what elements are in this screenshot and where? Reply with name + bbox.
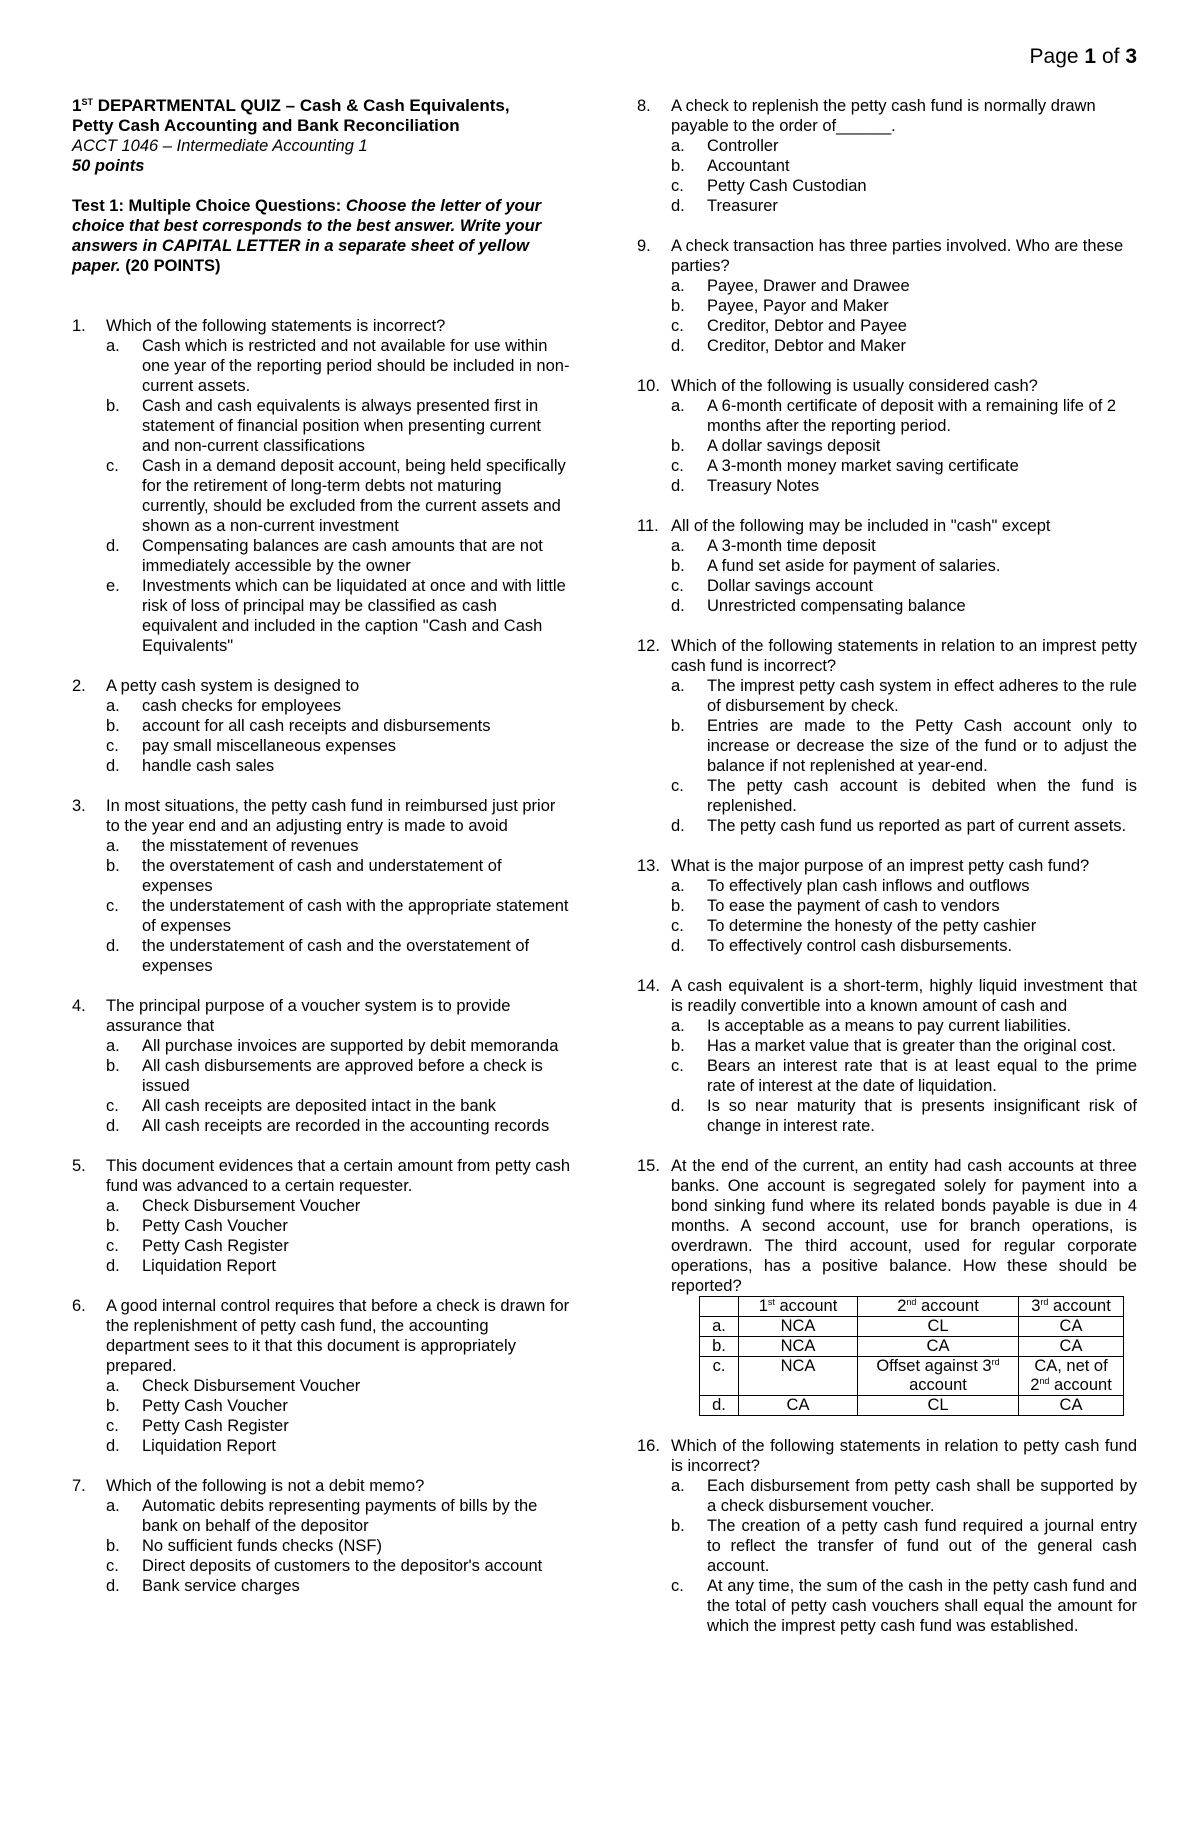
answer-option [671, 676, 1137, 716]
answer-option [106, 1436, 572, 1456]
option-letter: d. [671, 477, 685, 495]
table-cell: CA [1019, 1317, 1124, 1337]
question-text: The principal purpose of a voucher system is to provide assurance that [106, 997, 511, 1035]
option-text: Petty Cash Register [142, 1417, 289, 1435]
option-letter: a. [106, 1037, 120, 1055]
answer-option [671, 456, 1137, 476]
title-number: 1 [72, 96, 82, 115]
instructions [72, 196, 572, 276]
table-row [700, 1337, 1124, 1357]
header-number: 3 [1031, 1297, 1041, 1315]
answer-option [671, 536, 1137, 556]
table-cell-letter: d. [700, 1396, 739, 1416]
option-letter: c. [671, 777, 684, 795]
option-text: Payee, Payor and Maker [707, 297, 889, 315]
answer-option [106, 1196, 572, 1216]
answer-option [106, 1576, 572, 1596]
answer-option [106, 896, 572, 936]
table-cell: CA [1019, 1337, 1124, 1357]
title-line1: DEPARTMENTAL QUIZ – Cash & Cash Equivalents, [97, 96, 510, 115]
cell-text: CA, net of [1034, 1357, 1108, 1375]
answer-option [671, 196, 1137, 216]
option-letter: a. [106, 337, 120, 355]
option-text: Each disbursement from petty cash shall be supported by a check disbursement voucher. [707, 1477, 1137, 1515]
answer-option [671, 916, 1137, 936]
option-letter: b. [106, 1397, 120, 1415]
answer-option [671, 1576, 1137, 1636]
table-cell-letter: a. [700, 1317, 739, 1337]
answer-option [106, 736, 572, 756]
cell-ordinal: rd [991, 1357, 1000, 1367]
option-text: Check Disbursement Voucher [142, 1377, 361, 1395]
table-cell: CA [1019, 1396, 1124, 1416]
option-letter: a. [106, 1197, 120, 1215]
option-text: The imprest petty cash system in effect adheres to the rule of disbursement by check. [707, 677, 1137, 715]
option-text: Liquidation Report [142, 1437, 276, 1455]
option-text: To effectively control cash disbursements. [707, 937, 1013, 955]
option-letter: d. [671, 937, 685, 955]
option-text: To effectively plan cash inflows and outflows [707, 877, 1030, 895]
option-text: Creditor, Debtor and Maker [707, 337, 907, 355]
option-text: Investments which can be liquidated at once and with little risk of loss of principal may be classified as cash equivalent and included in the caption "Cash and Cash Equivalents" [142, 577, 566, 655]
header-number: 1 [758, 1297, 768, 1315]
page-of: of [1101, 45, 1120, 68]
option-letter: c. [671, 177, 684, 195]
option-letter: a. [106, 1377, 120, 1395]
table-header-cell [858, 1297, 1019, 1317]
option-text: All cash receipts are recorded in the accounting records [142, 1117, 550, 1135]
option-text: pay small miscellaneous expenses [142, 737, 397, 755]
option-letter: a. [671, 1477, 685, 1495]
option-letter: b. [671, 1037, 685, 1055]
option-letter: c. [671, 1057, 684, 1075]
option-letter: d. [106, 537, 120, 555]
answer-option [106, 576, 572, 656]
cell-ordinal: nd [1039, 1376, 1050, 1386]
option-text: A dollar savings deposit [707, 437, 881, 455]
option-text: Liquidation Report [142, 1257, 276, 1275]
option-text: Treasurer [707, 197, 778, 215]
question-number: 12. [637, 637, 660, 655]
option-letter: c. [106, 1417, 119, 1435]
option-text: Bank service charges [142, 1577, 300, 1595]
option-letter: a. [106, 697, 120, 715]
header-text: account [916, 1297, 979, 1315]
question-text: This document evidences that a certain amount from petty cash fund was advanced to a certain requester. [106, 1157, 571, 1195]
option-letter: a. [106, 837, 120, 855]
option-letter: d. [106, 937, 120, 955]
answer-option [671, 816, 1137, 836]
option-text: To ease the payment of cash to vendors [707, 897, 1000, 915]
option-letter: a. [671, 277, 685, 295]
question-text: Which of the following statements is incorrect? [106, 317, 446, 335]
question-item [637, 96, 1137, 216]
option-text: the understatement of cash with the appropriate statement of expenses [142, 897, 569, 935]
option-text: Bears an interest rate that is at least equal to the prime rate of interest at the date of liquidation. [707, 1057, 1137, 1095]
answer-option [671, 1516, 1137, 1576]
question-number: 10. [637, 377, 660, 395]
option-text: Petty Cash Custodian [707, 177, 867, 195]
option-text: Cash and cash equivalents is always presented first in statement of financial position when presenting current and non-current classifications [142, 397, 541, 455]
option-letter: b. [671, 557, 685, 575]
option-text: Petty Cash Voucher [142, 1217, 288, 1235]
answer-option [106, 1236, 572, 1256]
answer-option [106, 936, 572, 976]
option-letter: c. [106, 1097, 119, 1115]
header-ordinal: nd [906, 1297, 917, 1307]
question-number: 4. [72, 997, 86, 1015]
left-column [72, 96, 572, 1596]
header-number: 2 [897, 1297, 907, 1315]
question-number: 7. [72, 1477, 86, 1495]
option-text: Check Disbursement Voucher [142, 1197, 361, 1215]
total-points: 50 points [72, 157, 145, 175]
answer-option [106, 456, 572, 536]
question-number: 6. [72, 1297, 86, 1315]
option-letter: c. [106, 737, 119, 755]
option-letter: d. [106, 1577, 120, 1595]
option-text: Petty Cash Voucher [142, 1397, 288, 1415]
answer-option [106, 536, 572, 576]
question-text: Which of the following is not a debit memo? [106, 1477, 425, 1495]
option-letter: d. [671, 337, 685, 355]
answer-option [671, 276, 1137, 296]
answer-option [106, 1536, 572, 1556]
question-number: 2. [72, 677, 86, 695]
option-text: Treasury Notes [707, 477, 820, 495]
option-letter: b. [671, 717, 685, 735]
option-letter: a. [671, 677, 685, 695]
question-number: 15. [637, 1157, 660, 1175]
option-letter: c. [671, 457, 684, 475]
option-letter: a. [671, 537, 685, 555]
table-cell: CL [858, 1317, 1019, 1337]
question-text: Which of the following statements in relation to an imprest petty cash fund is incorrect? [671, 637, 1137, 675]
option-letter: d. [671, 817, 685, 835]
answer-option [106, 856, 572, 896]
table-row [700, 1317, 1124, 1337]
table-cell: NCA [739, 1357, 858, 1396]
instructions-points: (20 POINTS) [120, 257, 221, 275]
question-item [72, 996, 572, 1136]
option-text: A 3-month time deposit [707, 537, 876, 555]
option-text: The creation of a petty cash fund required a journal entry to reflect the transfer of fund out of the general cash account. [707, 1517, 1137, 1575]
answer-option [106, 1216, 572, 1236]
question-text: All of the following may be included in "cash" except [671, 517, 1051, 535]
option-letter: c. [671, 317, 684, 335]
option-text: the misstatement of revenues [142, 837, 359, 855]
answer-option [671, 156, 1137, 176]
table-cell: NCA [739, 1317, 858, 1337]
answer-option [671, 896, 1137, 916]
answer-option [671, 436, 1137, 456]
question-item [637, 636, 1137, 836]
cell-text: account [909, 1376, 967, 1394]
option-text: Is acceptable as a means to pay current liabilities. [707, 1017, 1072, 1035]
option-letter: c. [106, 897, 119, 915]
question-number: 11. [637, 517, 659, 535]
table-cell: CA [739, 1396, 858, 1416]
option-letter: d. [671, 1097, 685, 1115]
answer-option [671, 1036, 1137, 1056]
table-row [700, 1396, 1124, 1416]
option-letter: d. [106, 757, 120, 775]
answer-option [671, 136, 1137, 156]
right-column [637, 96, 1137, 1636]
answer-option [671, 1016, 1137, 1036]
option-text: Payee, Drawer and Drawee [707, 277, 910, 295]
answer-option [106, 716, 572, 736]
answer-option [106, 1416, 572, 1436]
option-text: The petty cash account is debited when the fund is replenished. [707, 777, 1137, 815]
option-text: Creditor, Debtor and Payee [707, 317, 907, 335]
header-text: account [774, 1297, 838, 1315]
answer-option [671, 1096, 1137, 1136]
question-text: A petty cash system is designed to [106, 677, 360, 695]
question-item [72, 676, 572, 776]
question-number: 9. [637, 237, 651, 255]
answer-option [106, 836, 572, 856]
option-letter: a. [671, 137, 685, 155]
question-number: 13. [637, 857, 660, 875]
option-letter: b. [106, 717, 120, 735]
option-text: Is so near maturity that is presents insignificant risk of change in interest rate. [707, 1097, 1137, 1135]
question-number: 3. [72, 797, 86, 815]
question-item [72, 316, 572, 656]
option-text: the understatement of cash and the overstatement of expenses [142, 937, 530, 975]
header-ordinal: rd [1040, 1297, 1049, 1307]
question-text: Which of the following is usually considered cash? [671, 377, 1038, 395]
option-text: At any time, the sum of the cash in the petty cash fund and the total of petty cash vouchers shall equal the amount for which the imprest petty cash fund was established. [707, 1577, 1137, 1635]
course-code: ACCT 1046 – Intermediate Accounting 1 [72, 137, 368, 155]
option-text: Direct deposits of customers to the depositor's account [142, 1557, 543, 1575]
table-header-cell [1019, 1297, 1124, 1317]
question-item [637, 856, 1137, 956]
question-item [637, 516, 1137, 616]
option-text: All purchase invoices are supported by debit memoranda [142, 1037, 559, 1055]
question-item [637, 976, 1137, 1136]
option-letter: b. [106, 1057, 120, 1075]
question-item [72, 1476, 572, 1596]
question-number: 5. [72, 1157, 86, 1175]
table-cell-letter: b. [700, 1337, 739, 1357]
option-letter: b. [106, 1217, 120, 1235]
answer-option [106, 336, 572, 396]
option-text: Cash which is restricted and not available for use within one year of the reporting period should be included in non-current assets. [142, 337, 570, 395]
option-letter: e. [106, 577, 120, 595]
answer-option [671, 556, 1137, 576]
question-item [637, 376, 1137, 496]
option-text: handle cash sales [142, 757, 275, 775]
right-question-list [637, 96, 1137, 1636]
table-corner-cell [700, 1297, 739, 1317]
answer-option [106, 1376, 572, 1396]
instructions-lead: Test 1: Multiple Choice Questions: [72, 197, 346, 215]
page-total: 3 [1125, 45, 1137, 68]
option-text: A 6-month certificate of deposit with a remaining life of 2 months after the reporting period. [707, 397, 1117, 435]
option-text: All cash receipts are deposited intact in the bank [142, 1097, 497, 1115]
option-text: Unrestricted compensating balance [707, 597, 966, 615]
question-text: Which of the following statements in relation to petty cash fund is incorrect? [671, 1437, 1137, 1475]
question-number: 16. [637, 1437, 660, 1455]
page-current: 1 [1084, 45, 1097, 68]
question-text: A check to replenish the petty cash fund is normally drawn payable to the order of______. [671, 97, 1096, 135]
option-text: account for all cash receipts and disbursements [142, 717, 491, 735]
answer-option [106, 1256, 572, 1276]
option-letter: c. [106, 457, 119, 475]
question-text: A check transaction has three parties involved. Who are these parties? [671, 237, 1124, 275]
question-number: 1. [72, 317, 86, 335]
option-letter: b. [671, 1517, 685, 1535]
answer-option [106, 1056, 572, 1096]
question-item [637, 236, 1137, 356]
option-letter: d. [106, 1117, 120, 1135]
answer-option [106, 1556, 572, 1576]
option-text: Entries are made to the Petty Cash account only to increase or decrease the size of the fund or to adjust the balance if not replenished at year-end. [707, 717, 1137, 775]
question-item [72, 796, 572, 976]
header-text: account [1048, 1297, 1111, 1315]
option-text: To determine the honesty of the petty cashier [707, 917, 1037, 935]
answer-option [106, 1496, 572, 1536]
option-text: The petty cash fund us reported as part of current assets. [707, 817, 1127, 835]
option-text: Dollar savings account [707, 577, 873, 595]
left-question-list [72, 316, 572, 1596]
cell-text: account [1049, 1376, 1112, 1394]
answer-option [671, 1476, 1137, 1516]
option-letter: a. [671, 1017, 685, 1035]
option-letter: d. [106, 1437, 120, 1455]
option-letter: b. [106, 1537, 120, 1555]
option-text: Has a market value that is greater than the original cost. [707, 1037, 1117, 1055]
option-text: Petty Cash Register [142, 1237, 289, 1255]
option-letter: c. [106, 1237, 119, 1255]
instructions-body: Choose the letter of your choice that best corresponds to the best answer. Write your answers in CAPITAL LETTER in a separate sheet of yellow paper. [72, 197, 542, 275]
option-text: A fund set aside for payment of salaries. [707, 557, 1001, 575]
answer-option [671, 776, 1137, 816]
option-letter: b. [671, 897, 685, 915]
option-text: Accountant [707, 157, 790, 175]
answer-option [671, 476, 1137, 496]
answer-option [106, 756, 572, 776]
answer-option [671, 576, 1137, 596]
answer-option [671, 716, 1137, 776]
answer-option [671, 936, 1137, 956]
question-number: 8. [637, 97, 651, 115]
answer-option [106, 1396, 572, 1416]
table-cell [858, 1357, 1019, 1396]
option-text: Controller [707, 137, 779, 155]
question-item [72, 1156, 572, 1276]
cell-text: Offset against 3 [876, 1357, 992, 1375]
option-letter: c. [106, 1557, 119, 1575]
option-letter: b. [671, 297, 685, 315]
option-text: All cash disbursements are approved before a check is issued [142, 1057, 543, 1095]
table-cell [1019, 1357, 1124, 1396]
quiz-title [72, 96, 572, 136]
option-letter: b. [671, 437, 685, 455]
question-item [72, 1296, 572, 1456]
question-item [637, 1436, 1137, 1636]
page-number [1030, 44, 1137, 70]
option-letter: b. [106, 397, 120, 415]
option-letter: b. [106, 857, 120, 875]
table-cell: CL [858, 1396, 1019, 1416]
question-text: In most situations, the petty cash fund in reimbursed just prior to the year end and an adjusting entry is made to avoid [106, 797, 556, 835]
answer-option [106, 1096, 572, 1116]
option-text: cash checks for employees [142, 697, 342, 715]
table-cell: CA [858, 1337, 1019, 1357]
option-letter: c. [671, 917, 684, 935]
title-line2: Petty Cash Accounting and Bank Reconciliation [72, 116, 460, 135]
question-text: At the end of the current, an entity had cash accounts at three banks. One account is segregated solely for payment into a bond sinking fund where its related bonds payable is due in 4 months. A second account, use for branch operations, is overdrawn. The third account, used for regular corporate operations, has a positive balance. How these should be reported? [671, 1157, 1137, 1295]
answer-option [106, 396, 572, 456]
option-text: Cash in a demand deposit account, being held specifically for the retirement of long-term debts not maturing currently, should be excluded from the current assets and shown as a non-current investment [142, 457, 566, 535]
answer-option [671, 596, 1137, 616]
answer-option [671, 1056, 1137, 1096]
option-letter: a. [106, 1497, 120, 1515]
option-text: Compensating balances are cash amounts that are not immediately accessible by the owner [142, 537, 543, 575]
answer-option [671, 876, 1137, 896]
cell-number: 2 [1030, 1376, 1040, 1394]
option-text: the overstatement of cash and understatement of expenses [142, 857, 502, 895]
table-header-row [700, 1297, 1124, 1317]
answer-option [671, 176, 1137, 196]
option-letter: c. [671, 1577, 684, 1595]
option-letter: b. [671, 157, 685, 175]
question-text: What is the major purpose of an imprest petty cash fund? [671, 857, 1090, 875]
option-letter: c. [671, 577, 684, 595]
q15-answer-table [699, 1296, 1124, 1416]
option-text: No sufficient funds checks (NSF) [142, 1537, 382, 1555]
header-ordinal: st [767, 1297, 775, 1307]
table-cell: NCA [739, 1337, 858, 1357]
option-text: A 3-month money market saving certificate [707, 457, 1019, 475]
answer-option [671, 336, 1137, 356]
answer-option [671, 316, 1137, 336]
table-cell-letter: c. [700, 1357, 739, 1396]
table-row [700, 1357, 1124, 1396]
question-text: A good internal control requires that before a check is drawn for the replenishment of petty cash fund, the accounting department sees to it that this document is appropriately prepared. [106, 1297, 570, 1375]
option-text: Automatic debits representing payments of bills by the bank on behalf of the depositor [142, 1497, 538, 1535]
option-letter: a. [671, 877, 685, 895]
option-letter: d. [106, 1257, 120, 1275]
page-label: Page [1029, 45, 1079, 68]
answer-option [106, 1036, 572, 1056]
question-item [637, 1156, 1137, 1416]
question-text: A cash equivalent is a short-term, highly liquid investment that is readily convertible into a known amount of cash and [671, 977, 1137, 1015]
answer-option [106, 696, 572, 716]
table-header-cell [739, 1297, 858, 1317]
option-letter: d. [671, 597, 685, 615]
answer-option [671, 296, 1137, 316]
title-sup: ST [81, 97, 93, 107]
option-letter: d. [671, 197, 685, 215]
answer-option [106, 1116, 572, 1136]
option-letter: a. [671, 397, 685, 415]
answer-option [671, 396, 1137, 436]
question-number: 14. [637, 977, 660, 995]
